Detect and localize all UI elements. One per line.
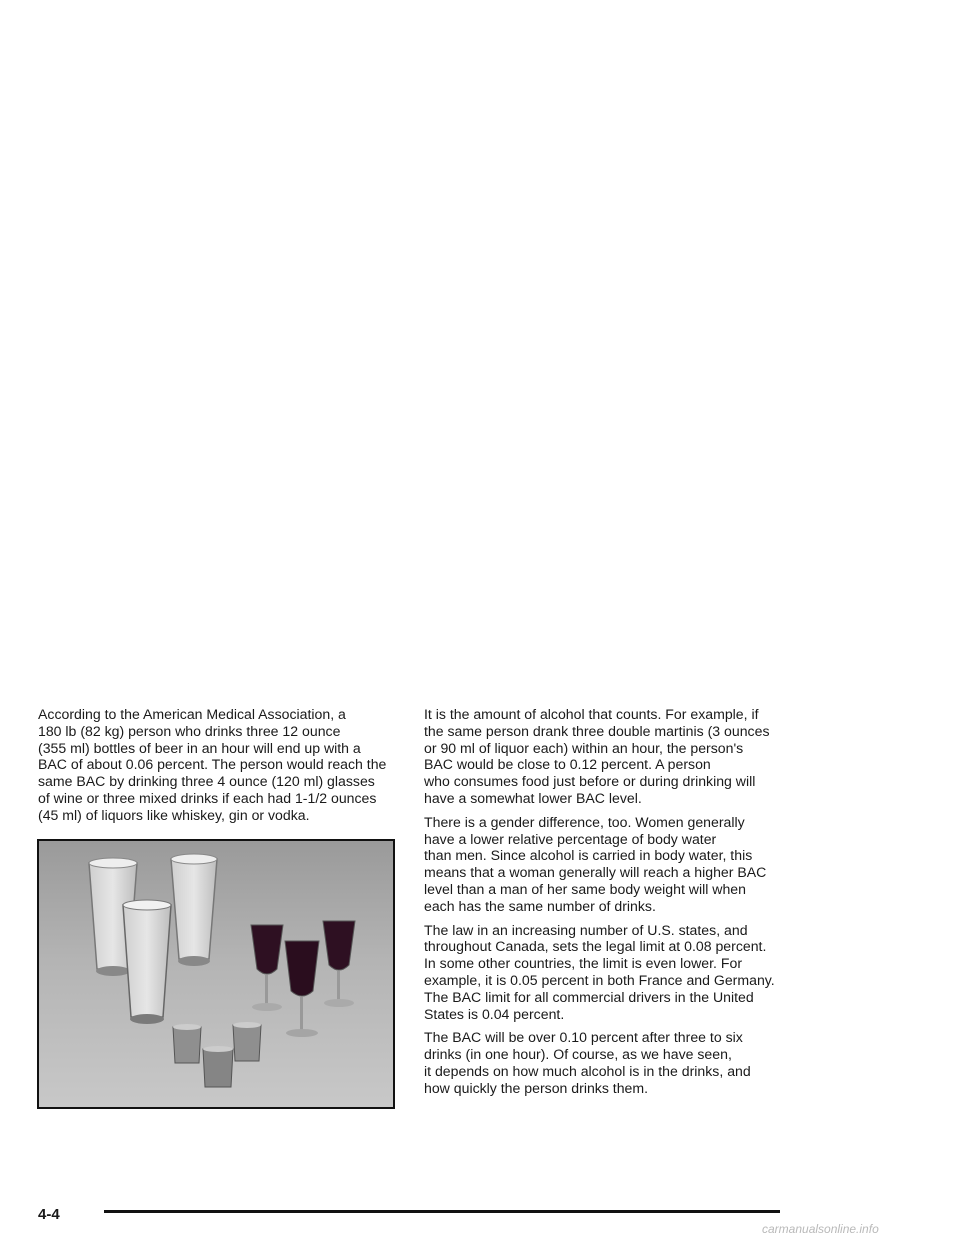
shot-glass bbox=[203, 1046, 233, 1087]
beer-glass bbox=[171, 854, 217, 966]
paragraph: It is the amount of alcohol that counts. For example, if the same person drank three double martinis (3 ounces or 90 ml of liquor each) within an hour, the person's BAC would be close to 0.12 percent. A person who consumes food just before or during drinking will have a somewhat lower BAC level. bbox=[424, 706, 770, 806]
beer-glass bbox=[123, 900, 171, 1024]
paragraph: According to the American Medical Association, a 180 lb (82 kg) person who drinks three 12 ounce (355 ml) bottles of beer in an hour will end up with a BAC of about 0.06 percent. The person would reach the same BAC by drinking three 4 ounce (120 ml) glasses of wine or three mixed drinks if each had 1-1/2 ounces (45 ml) of liquors like whiskey, gin or vodka. bbox=[38, 706, 387, 823]
paragraph: There is a gender difference, too. Women generally have a lower relative percentage of body water than men. Since alcohol is carried in body water, this means that a woman generally will reach a higher BAC level than a man of her same body weight will when each has the same number of drinks. bbox=[424, 813, 767, 914]
left-text-column bbox=[38, 706, 398, 831]
paragraph: The law in an increasing number of U.S. states, and throughout Canada, sets the legal limit at 0.08 percent. In some other countries, the limit is even lower. For example, it is 0.05 percent in both France and Germany. The BAC limit for all commercial drivers in the United States is 0.04 percent. bbox=[424, 921, 775, 1022]
shot-glass bbox=[173, 1024, 201, 1063]
wine-glass bbox=[251, 925, 283, 1011]
wine-glass bbox=[285, 941, 319, 1037]
paragraph: The BAC will be over 0.10 percent after three to six drinks (in one hour). Of course, as we have seen, it depends on how much alcohol is in the drinks, and how quickly the person drinks them. bbox=[424, 1029, 751, 1096]
page-number: 4-4 bbox=[38, 1206, 60, 1223]
shot-glass bbox=[233, 1022, 261, 1061]
watermark: carmanualsonline.info bbox=[762, 1222, 879, 1236]
footer-rule bbox=[104, 1210, 780, 1213]
wine-glass bbox=[323, 921, 355, 1007]
right-text-column bbox=[424, 706, 794, 1104]
drinks-photo bbox=[37, 839, 395, 1109]
